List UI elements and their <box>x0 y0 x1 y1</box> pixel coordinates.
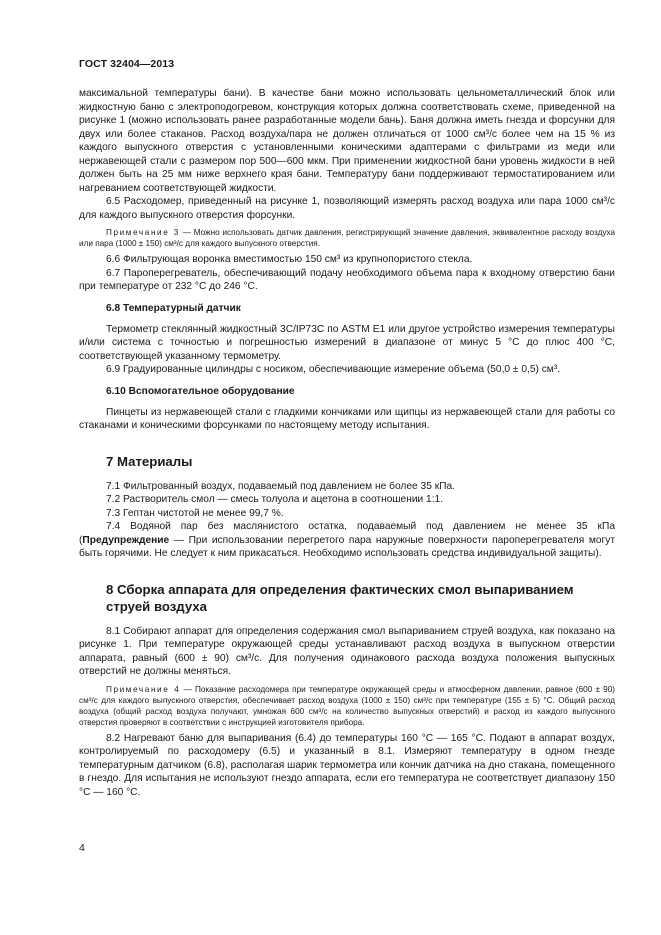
note-3 <box>79 227 615 249</box>
paragraph-7-2: 7.2 Растворитель смол — смесь толуола и ацетона в соотношении 1:1. <box>106 494 444 505</box>
paragraph-6-5: 6.5 Расходомер, приведенный на рисунке 1, позволяющий измерять расход воздуха или пара 1000 см³/с для каждого выпускного отверстия форсунки. <box>79 196 615 221</box>
paragraph-7-4-start: 7.4 Водяной пар без маслянистого остатка, подаваемый под давлением не менее 35 кПа ( <box>79 521 615 546</box>
paragraph-8-2: 8.2 Нагревают баню для выпаривания (6.4) до температуры 160 °С — 165 °С. Подают в аппарат воздух, контролируемый по расходомеру (6.5) и указанный в 8.1. Измеряют температуру в одном гнезде температурным датчиком (6.8), располагая шарик термометра или кончик датчика на дно стакана, помещенного в гнездо. Для испытания не используют гнездо аппарата, если его температура не соответствует диапазону 150 °С — 160 °С. <box>79 732 615 798</box>
paragraph-continuation: максимальной температуры бани). В качестве бани можно использовать цельнометаллический блок или жидкостную баню с электроподогревом, конструкция которых должна соответствовать схеме, приведенной на рисунке 1 (можно использовать ранее разработанные модели бань). Баня должна иметь гнезда и форсунки для двух или более стаканов. Расход воздуха/пара не должен отличаться от 1000 см³/с более чем на 15 % из каждого выпускного отверстия с установленными коническими адаптерами с фильтрами из меди или нержавеющей стали с размером пор 500—600 мкм. При применении жидкостной бани уровень жидкости в ней должен быть на 25 мм ниже верхнего края бани. Температуру бани поддерживают термостатированием или нагреванием соответствующей жидкости. <box>79 88 615 194</box>
paragraph-7-4-end: — При использовании перегретого пара наружные поверхности пароперегревателя могут быть горячими. Не следует к ним прикасаться. Необходимо использовать средства индивидуальной защиты). <box>79 534 615 559</box>
warning-label: Предупреждение <box>82 534 170 546</box>
paragraph-6-6: 6.6 Фильтрующая воронка вместимостью 150 см³ из крупнопористого стекла. <box>106 254 473 265</box>
note-3-text: — Можно использовать датчик давления, регистрирующий значение давления, эквивалентное расходу воздуха или пара (1000 ± 150) см³/с для каждого выпускного отверстия. <box>79 228 615 248</box>
paragraph-7-3: 7.3 Гептан чистотой не менее 99,7 %. <box>106 507 284 519</box>
note-3-label: Примечание 3 <box>106 228 180 237</box>
note-4-text: — Показание расходомера при температуре окружающей среды и атмосферном давлении, равное (600 ± 90) см³/с для каждого выпускного отверстия, обеспечивает расход воздуха (1000 ± 150) см³/с при температуре (155 ± 5) °С. Общий расход воздуха (общий расход воздуха получают, умножая 600 см³/с на количество выпускных отверстий) и расход из каждого выпускного отверстия проверяют в соответствии с инструкцией изготовителя прибора. <box>79 684 616 727</box>
note-4 <box>79 684 615 728</box>
heading-6-10: 6.10 Вспомогательное оборудование <box>106 385 295 397</box>
note-4-label: Примечание 4 <box>106 684 181 694</box>
section-7-title: 7 Материалы <box>106 453 193 469</box>
heading-6-8: 6.8 Температурный датчик <box>106 302 241 314</box>
paragraph-6-7: 6.7 Пароперегреватель, обеспечивающий подачу необходимого объема пара к входному отверстию бани при температуре от 232 °С до 246 °С. <box>79 267 615 292</box>
page-number: 4 <box>79 842 85 854</box>
section-8-title: 8 Сборка аппарата для определения фактических смол выпариванием струей воздуха <box>106 581 574 614</box>
document-header: ГОСТ 32404—2013 <box>79 58 175 70</box>
paragraph-6-9: 6.9 Градуированные цилиндры с носиком, обеспечивающие измерение объема (50,0 ± 0,5) см³. <box>106 364 561 375</box>
paragraph-6-8: Термометр стеклянный жидкостный 3C/IP73C по ASTM E1 или другое устройство измерения температуры и/или система с точностью и погрешностью измерений в диапазоне от минус 5 °С до плюс 400 °С, соответствующей указанному термометру. <box>79 323 615 362</box>
paragraph-6-10: Пинцеты из нержавеющей стали с гладкими кончиками или щипцы из нержавеющей стали для работы со стаканами и коническими форсунками по настоящему методу испытания. <box>79 406 615 431</box>
paragraph-7-1: 7.1 Фильтрованный воздух, подаваемый под давлением не более 35 кПа. <box>106 480 455 492</box>
paragraph-8-1: 8.1 Собирают аппарат для определения содержания смол выпариванием струей воздуха, как показано на рисунке 1. При температуре окружающей среды устанавливают расход воздуха в выпускном отверстии аппарата, равный (600 ± 90) см³/с. Для получения одинакового расхода воздуха положения выпускных отверстий не должны меняться. <box>79 625 615 677</box>
document-page <box>79 58 615 799</box>
paragraph-7-4 <box>79 520 615 561</box>
